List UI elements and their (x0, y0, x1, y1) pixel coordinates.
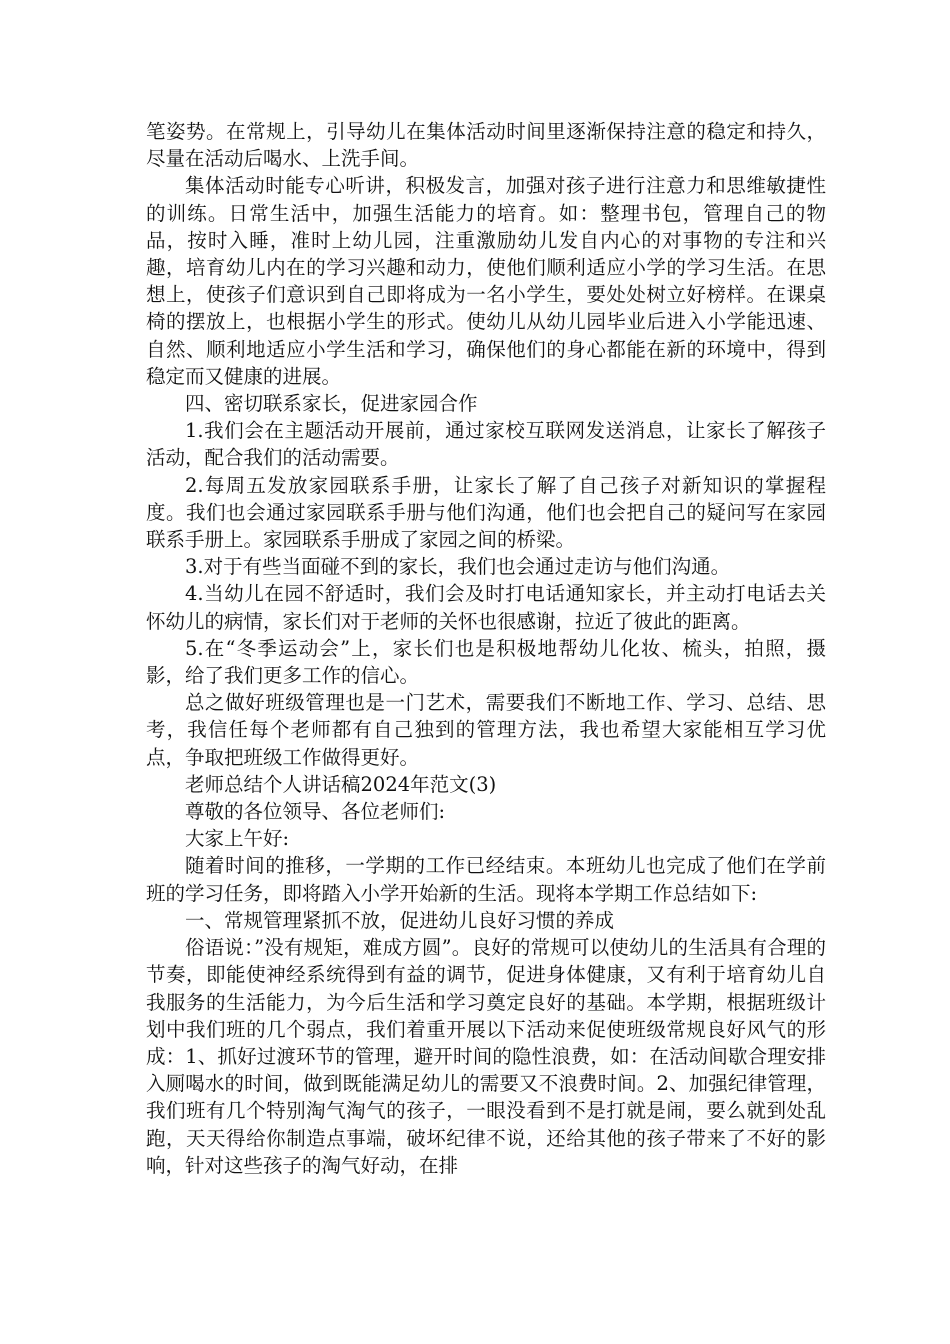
paragraph-continuation: 笔姿势。在常规上，引导幼儿在集体活动时间里逐渐保持注意的稳定和持久，尽量在活动后喝水、上洗手间。 (146, 120, 826, 171)
section-heading-home-cooperation: 四、密切联系家长，促进家园合作 (185, 392, 478, 416)
list-item-1: 1.我们会在主题活动开展前，通过家校互联网发送消息，让家长了解孩子活动，配合我们的活动需要。 (146, 419, 826, 470)
greeting-leaders: 尊敬的各位领导、各位老师们: (185, 800, 446, 824)
list-item-4: 4.当幼儿在园不舒适时，我们会及时打电话通知家长，并主动打电话去关怀幼儿的病情，家长们对于老师的关怀也很感谢，拉近了彼此的距离。 (146, 582, 826, 633)
list-item-3: 3.对于有些当面碰不到的家长，我们也会通过走访与他们沟通。 (185, 555, 731, 579)
paragraph-routine-details: 俗语说：”没有规矩，难成方圆”。良好的常规可以使幼儿的生活具有合理的节奏，即能使神经系统得到有益的调节，促进身体健康，又有利于培育幼儿自我服务的生活能力，为今后生活和学习奠定良好的基础。本学期，根据班级计划中我们班的几个弱点，我们着重开展以下活动来促使班级常规良好风气的形成：1、抓好过渡环节的管理，避开时间的隐性浪费，如：在活动间歇合理安排入厕喝水的时间，做到既能满足幼儿的需要又不浪费时间。2、加强纪律管理，我们班有几个特别淘气淘气的孩子，一眼没看到不是打就是闹，要么就到处乱跑，天天得给你制造点事端，破坏纪律不说，还给其他的孩子带来了不好的影响，针对这些孩子的淘气好动，在排 (146, 936, 826, 1177)
section-title-sample-3: 老师总结个人讲话稿2024年范文(3) (185, 772, 497, 796)
list-item-5: 5.在“冬季运动会”上，家长们也是积极地帮幼儿化妆、梳头，拍照，摄影，给了我们更多工作的信心。 (146, 636, 826, 688)
section-heading-routine: 一、常规管理紧抓不放，促进幼儿良好习惯的养成 (185, 908, 615, 932)
greeting-morning: 大家上午好: (185, 827, 290, 851)
paragraph-conclusion: 总之做好班级管理也是一门艺术，需要我们不断地工作、学习、总结、思考，我信任每个老师都有自己独到的管理方法，我也希望大家能相互学习优点，争取把班级工作做得更好。 (146, 691, 826, 769)
paragraph-group-activities: 集体活动时能专心听讲，积极发言，加强对孩子进行注意力和思维敏捷性的训练。日常生活中，加强生活能力的培育。如：整理书包，管理自己的物品，按时入睡，准时上幼儿园，注重激励幼儿发自内心的对事物的专注和兴趣，培育幼儿内在的学习兴趣和动力，使他们顺利适应小学的学习生活。在思想上，使孩子们意识到自己即将成为一名小学生，要处处树立好榜样。在课桌椅的摆放上，也根据小学生的形式。使幼儿从幼儿园毕业后进入小学能迅速、自然、顺利地适应小学生活和学习，确保他们的身心都能在新的环境中，得到稳定而又健康的进展。 (146, 174, 826, 388)
document-page (146, 118, 826, 1179)
list-item-2: 2.每周五发放家园联系手册，让家长了解了自己孩子对新知识的掌握程度。我们也会通过家园联系手册与他们沟通，他们也会把自己的疑问写在家园联系手册上。家园联系手册成了家园之间的桥梁。 (146, 473, 826, 552)
paragraph-intro: 随着时间的推移，一学期的工作已经结束。本班幼儿也完成了他们在学前班的学习任务，即将踏入小学开始新的生活。现将本学期工作总结如下: (146, 854, 826, 905)
